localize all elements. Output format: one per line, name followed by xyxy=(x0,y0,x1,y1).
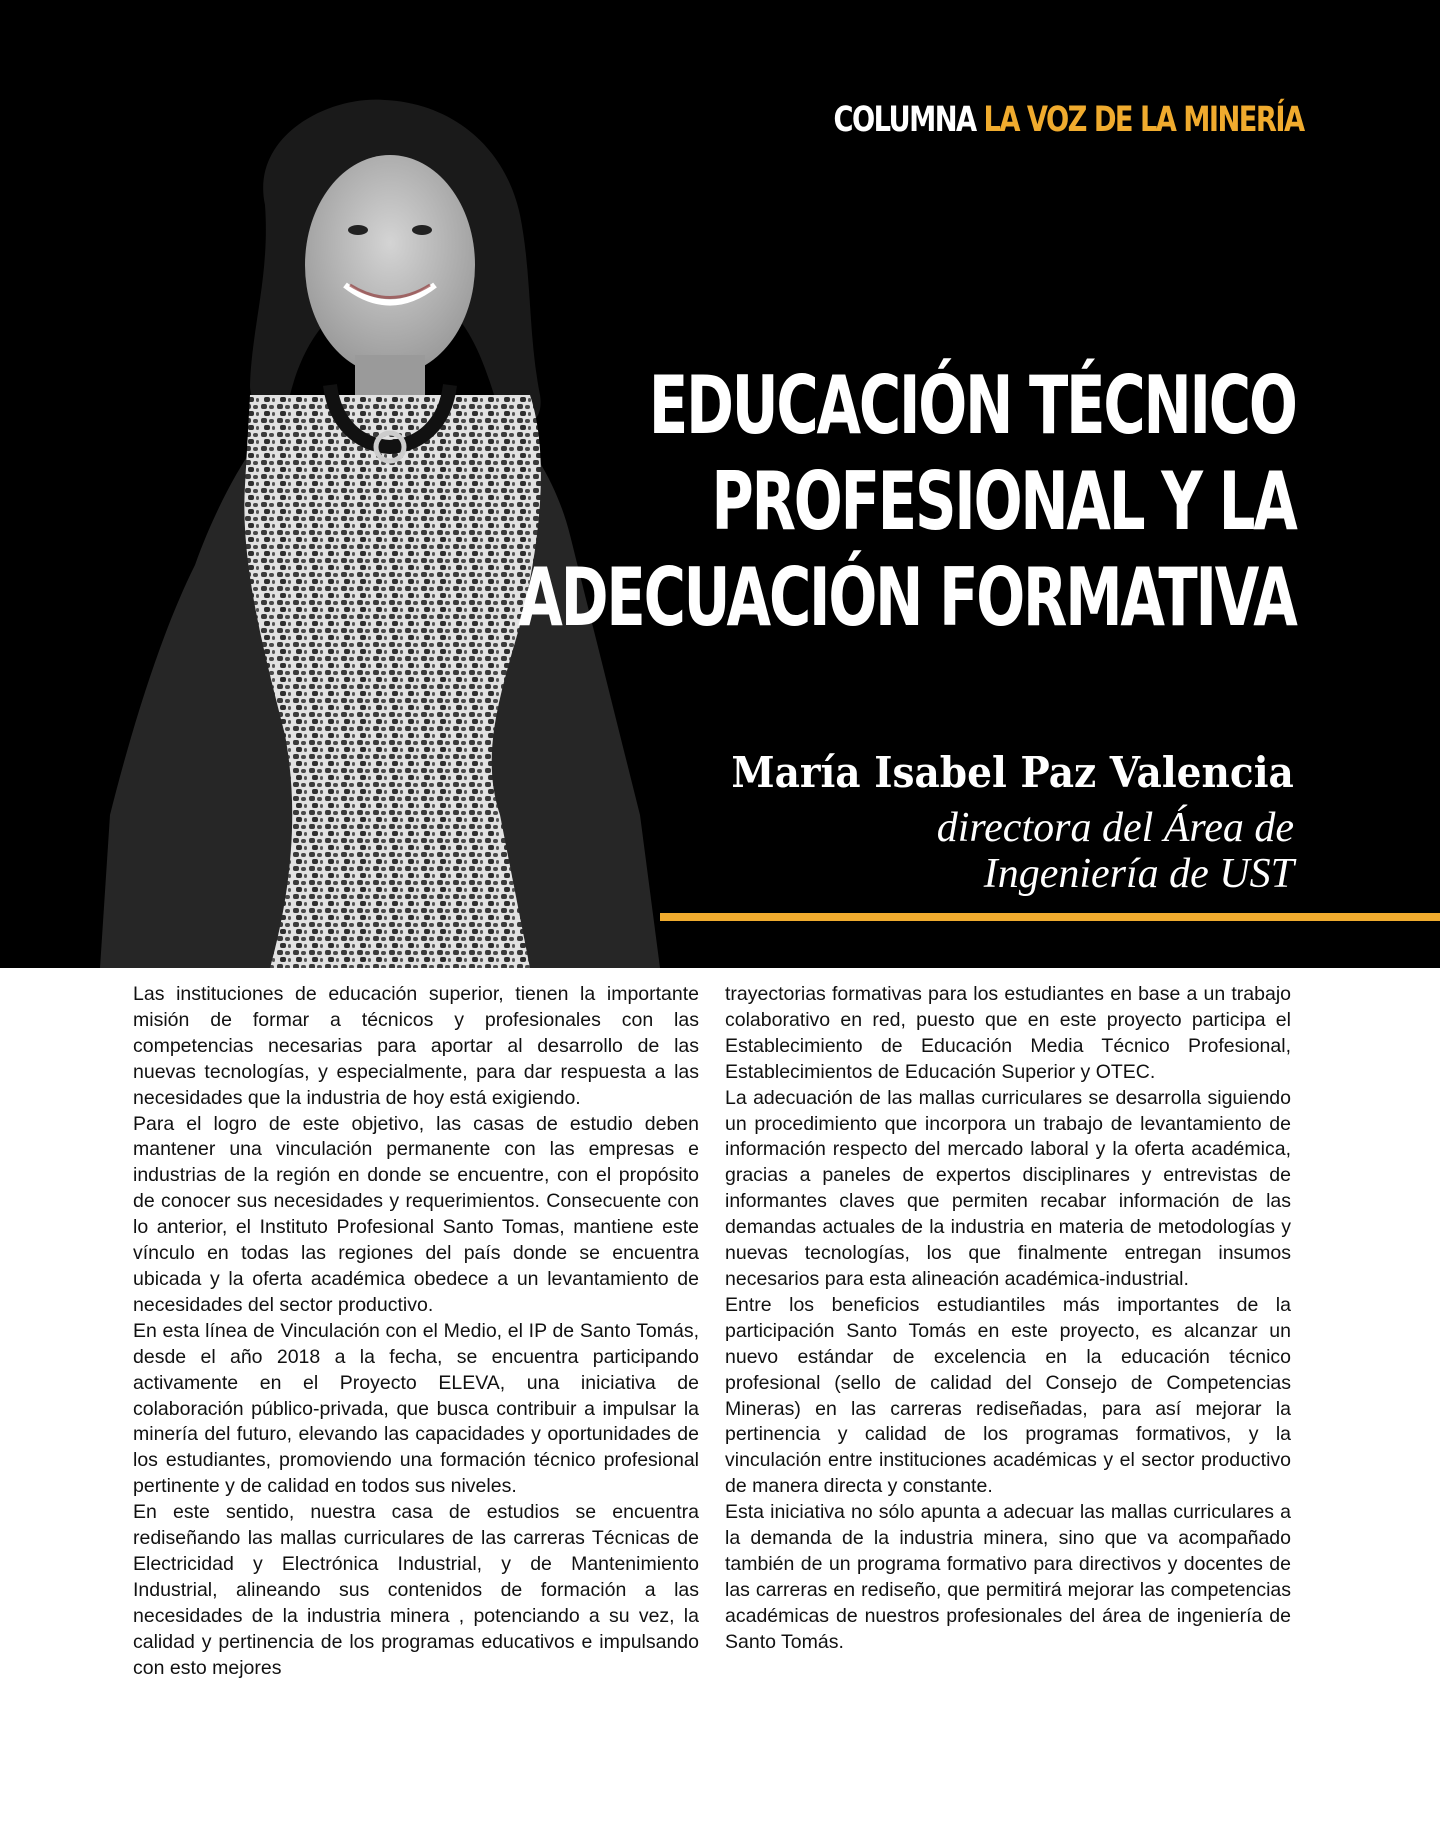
author-role-line: directora del Área de xyxy=(936,805,1294,851)
face-shape xyxy=(305,155,475,375)
title-line: ADECUACIÓN FORMATIVA xyxy=(518,551,1296,644)
dress-pattern xyxy=(244,395,541,968)
kicker-prefix: COLUMNA xyxy=(834,100,977,140)
paragraph: Para el logro de este objetivo, las casas de estudio deben mantener una vinculación permanente con las empresas e industrias de la región en donde se encuentre, con el propósito de conocer sus necesidades y requerimientos. Consecuente con lo anterior, el Instituto Profesional Santo Tomas, mantiene este vínculo en todas las regiones del país donde se encuentra ubicada y la oferta académica obedece a un levantamiento de necesidades del sector productivo. xyxy=(133,1112,699,1316)
paragraph: trayectorias formativas para los estudiantes en base a un trabajo colaborativo en red, puesto que en este proyecto participa el Establecimiento de Educación Media Técnico Profesional, Establecimientos de Educación Superior y OTEC. xyxy=(725,983,1291,1083)
paragraph: Las instituciones de educación superior, tienen la importante misión de formar a técnicos y profesionales con las competencias necesarias para aportar al desarrollo de las nuevas tecnologías, y especialmente, para dar respuesta a las necesidades que la industria de hoy está exigiendo. xyxy=(133,983,699,1109)
paragraph: En este sentido, nuestra casa de estudios se encuentra rediseñando las mallas curriculares de las carreras Técnicas de Electricidad y Electrónica Industrial, y de Mantenimiento Industrial, alineando sus contenidos de formación a las necesidades de la industria minera , potenciando a su vez, la calidad y pertinencia de los programas educativos e impulsando con esto mejores xyxy=(133,1501,699,1679)
accent-rule xyxy=(660,913,1440,921)
paragraph: Esta iniciativa no sólo apunta a adecuar las mallas curriculares a la demanda de la industria minera, sino que va acompañado también de un programa formativo para directivos y docentes de las carreras en rediseño, que permitirá mejorar las competencias académicas de nuestros profesionales del área de ingeniería de Santo Tomás. xyxy=(725,1501,1291,1653)
paragraph: La adecuación de las mallas curriculares se desarrolla siguiendo un procedimiento que incorpora un trabajo de levantamiento de información respecto del mercado laboral y la oferta académica, gracias a paneles de expertos disciplinares y entrevistas de informantes claves que permiten recabar información de las demandas actuales de la industria en materia de metodologías y nuevas tecnologías, los que finalmente entregan insumos necesarios para esta alineación académica-industrial. xyxy=(725,1086,1291,1290)
article-column-left xyxy=(133,982,699,1681)
title-line: PROFESIONAL Y LA xyxy=(711,455,1296,548)
author-role-line: Ingeniería de UST xyxy=(983,851,1294,897)
article-column-right xyxy=(725,982,1291,1656)
article-title xyxy=(519,358,1296,646)
title-line: EDUCACIÓN TÉCNICO xyxy=(649,359,1296,452)
author-name: María Isabel Paz Valencia xyxy=(731,748,1294,797)
column-kicker xyxy=(834,100,1304,140)
paragraph: En esta línea de Vinculación con el Medio, el IP de Santo Tomás, desde el año 2018 a la fecha, se encuentra participando activamente en el Proyecto ELEVA, una iniciativa de colaboración público-privada, que busca contribuir a impulsar la minería del futuro, elevando las capacidades y oportunidades de los estudiantes, promoviendo una formación técnico profesional pertinente y de calidad en todos sus niveles. xyxy=(133,1319,699,1498)
kicker-highlight: LA VOZ DE LA MINERÍA xyxy=(984,100,1304,140)
paragraph: Entre los beneficios estudiantiles más importantes de la participación Santo Tomás en este proyecto, es alcanzar un nuevo estándar de excelencia en la educación técnico profesional (sello de calidad del Consejo de Competencias Mineras) en las carreras rediseñadas, para así mejorar la pertinencia y calidad de los programas formativos, y la vinculación entre instituciones académicas y el sector productivo de manera directa y constante. xyxy=(725,1293,1291,1498)
author-role xyxy=(937,805,1294,897)
